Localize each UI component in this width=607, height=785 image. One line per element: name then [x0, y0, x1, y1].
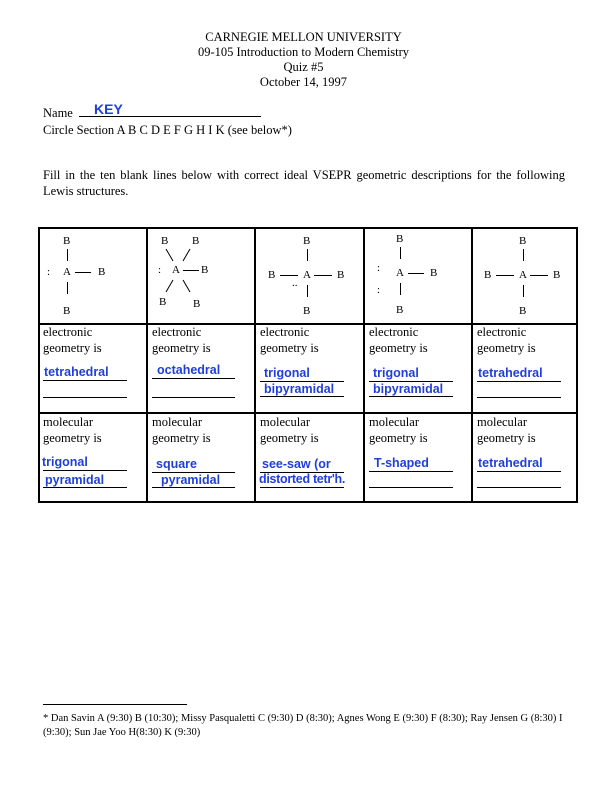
molecular-answer-1a: trigonal	[42, 455, 88, 469]
label-line: geometry is	[477, 341, 536, 355]
bond	[496, 275, 514, 276]
answer-blank	[369, 471, 453, 472]
electronic-label-5	[477, 324, 536, 356]
central-atom: A	[519, 269, 527, 281]
footnote: * Dan Savin A (9:30) B (10:30); Missy Pasqualetti C (9:30) D (8:30); Agnes Wong E (9:30) F (8:30); Ray Jensen G (8:30) I (9:30); Sun Jae Yoo H(8:30) K (9:30)	[43, 713, 563, 738]
molecular-answer-3a: see-saw (or	[262, 457, 331, 471]
molecular-label-5	[477, 414, 536, 446]
ligand-atom: B	[430, 267, 438, 279]
ligand-atom: B	[268, 269, 276, 281]
bond	[530, 275, 548, 276]
molecular-answer-2b: pyramidal	[161, 473, 221, 487]
electronic-label-1	[43, 324, 102, 356]
label-line: geometry is	[43, 341, 102, 355]
molecular-label-2	[152, 414, 211, 446]
quiz-date: October 14, 1997	[259, 75, 348, 89]
molecular-answer-2a: square	[156, 457, 197, 471]
electronic-answer-4a: trigonal	[373, 366, 419, 380]
label-line: geometry is	[369, 431, 428, 445]
electronic-answer-3b: bipyramidal	[264, 382, 335, 396]
ligand-atom: B	[396, 233, 404, 245]
label-line: electronic	[477, 325, 527, 339]
label-line: geometry is	[43, 431, 102, 445]
electronic-answer-3a: trigonal	[264, 366, 310, 380]
molecular-answer-1b: pyramidal	[45, 473, 105, 487]
bond	[183, 270, 199, 271]
label-line: molecular	[369, 415, 419, 429]
electronic-label-3	[260, 324, 319, 356]
electronic-answer-4b: bipyramidal	[373, 382, 444, 396]
answer-blank	[43, 470, 127, 471]
electronic-answer-2a: octahedral	[157, 363, 221, 377]
lone-pair: :	[377, 262, 381, 274]
label-line: molecular	[260, 415, 310, 429]
bond	[400, 247, 401, 259]
answer-blank	[477, 487, 561, 488]
answer-blank	[477, 397, 561, 398]
lone-pair: :	[377, 284, 381, 296]
central-atom: A	[303, 269, 311, 281]
lone-pair: :	[158, 264, 162, 276]
ligand-atom: B	[519, 235, 527, 247]
column-divider	[363, 229, 365, 501]
label-line: electronic	[152, 325, 202, 339]
footnote-rule	[43, 704, 187, 705]
answer-blank	[152, 378, 235, 379]
ligand-atom: B	[63, 305, 71, 317]
course-title: 09-105 Introduction to Modern Chemistry	[197, 45, 410, 59]
molecular-answer-5a: tetrahedral	[478, 456, 543, 470]
answer-blank	[260, 396, 344, 397]
label-line: molecular	[43, 415, 93, 429]
column-divider	[146, 229, 148, 501]
ligand-atom: B	[553, 269, 561, 281]
bond	[67, 249, 68, 261]
electronic-label-4	[369, 324, 428, 356]
electronic-label-2	[152, 324, 211, 356]
label-line: electronic	[43, 325, 93, 339]
ligand-atom: B	[396, 304, 404, 316]
molecular-label-4	[369, 414, 428, 446]
quiz-number: Quiz #5	[283, 60, 324, 74]
answer-blank	[260, 487, 344, 488]
answer-blank	[152, 397, 235, 398]
label-line: geometry is	[152, 341, 211, 355]
answer-blank	[477, 381, 561, 382]
ligand-atom: B	[484, 269, 492, 281]
label-line: geometry is	[152, 431, 211, 445]
label-line: electronic	[369, 325, 419, 339]
answer-blank	[369, 396, 453, 397]
label-line: geometry is	[260, 341, 319, 355]
ligand-atom: B	[201, 264, 209, 276]
molecular-answer-4a: T-shaped	[374, 456, 429, 470]
bond	[400, 283, 401, 295]
molecular-answer-3b: distorted tetr'h.	[259, 472, 346, 486]
ligand-atom: B	[303, 235, 311, 247]
answer-blank	[43, 487, 127, 488]
ligand-atom: B	[192, 235, 200, 247]
lone-pair: ..	[292, 277, 298, 289]
lone-pair: :	[47, 266, 51, 278]
bond	[75, 272, 91, 273]
electronic-answer-1a: tetrahedral	[44, 365, 109, 379]
answer-blank	[152, 487, 235, 488]
ligand-atom: B	[303, 305, 311, 317]
section-line: Circle Section A B C D E F G H I K (see below*)	[43, 123, 292, 137]
answer-blank	[43, 380, 127, 381]
bond	[314, 275, 332, 276]
ligand-atom: B	[193, 298, 201, 310]
ligand-atom: B	[159, 296, 167, 308]
label-line: molecular	[477, 415, 527, 429]
bond	[523, 249, 524, 261]
bond	[280, 275, 298, 276]
bond	[408, 273, 424, 274]
label-line: electronic	[260, 325, 310, 339]
university-title: CARNEGIE MELLON UNIVERSITY	[205, 30, 402, 44]
label-line: geometry is	[260, 431, 319, 445]
ligand-atom: B	[519, 305, 527, 317]
instructions: Fill in the ten blank lines below with correct ideal VSEPR geometric descriptions for the following Lewis structures.	[43, 168, 565, 198]
electronic-answer-5a: tetrahedral	[478, 366, 543, 380]
bond	[523, 285, 524, 297]
ligand-atom: B	[337, 269, 345, 281]
label-line: geometry is	[477, 431, 536, 445]
answer-blank	[369, 487, 453, 488]
ligand-atom: B	[63, 235, 71, 247]
answer-blank	[43, 397, 127, 398]
bond	[67, 282, 68, 294]
column-divider	[471, 229, 473, 501]
column-divider	[254, 229, 256, 501]
name-label: Name	[43, 106, 73, 120]
label-line: geometry is	[369, 341, 428, 355]
answer-blank	[477, 471, 561, 472]
name-answer: KEY	[94, 101, 123, 117]
central-atom: A	[172, 264, 180, 276]
ligand-atom: B	[161, 235, 169, 247]
molecular-label-1	[43, 414, 102, 446]
label-line: molecular	[152, 415, 202, 429]
bond	[307, 285, 308, 297]
central-atom: A	[63, 266, 71, 278]
central-atom: A	[396, 267, 404, 279]
bond	[307, 249, 308, 261]
molecular-label-3	[260, 414, 319, 446]
ligand-atom: B	[98, 266, 106, 278]
